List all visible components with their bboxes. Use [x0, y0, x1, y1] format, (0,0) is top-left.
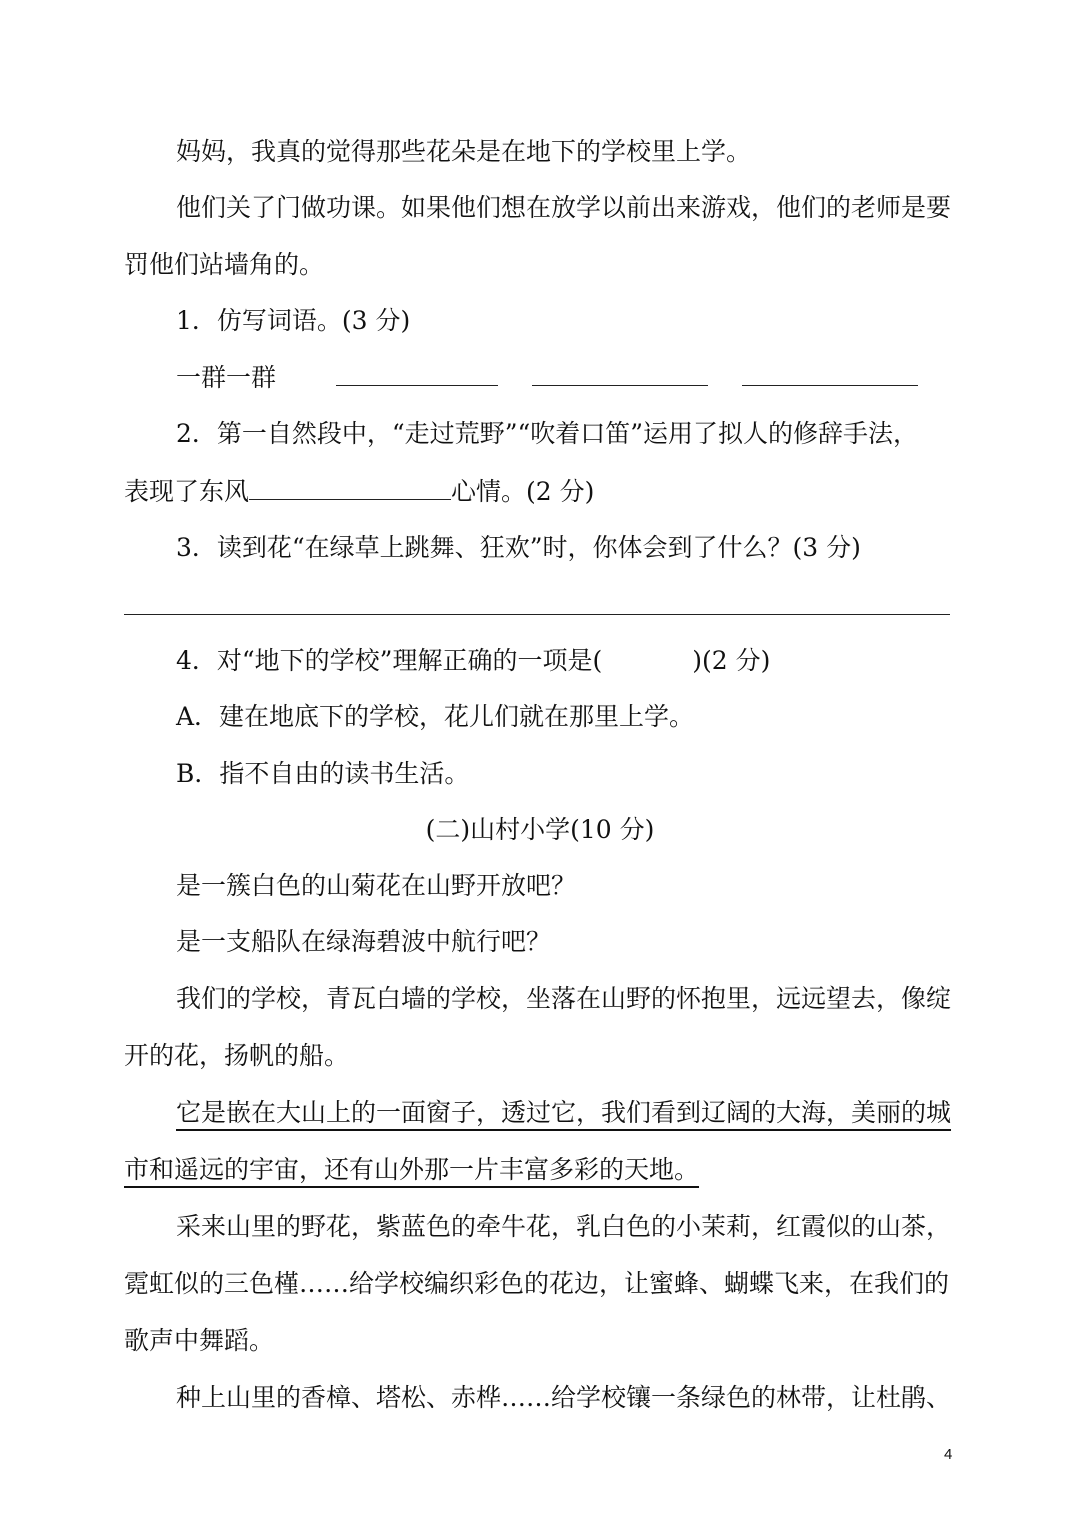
paragraph-school-1: 我们的学校，青瓦白墙的学校，坐落在山野的怀抱里，远远望去，像绽 — [176, 984, 952, 1013]
paragraph-trees-1: 种上山里的香樟、塔松、赤桦……给学校镶一条绿色的林带，让杜鹃、 — [176, 1383, 952, 1412]
option-b: B．指不自由的读书生活。 — [176, 759, 470, 788]
answer-line-q3[interactable] — [124, 614, 950, 615]
paragraph-flowers-3: 歌声中舞蹈。 — [124, 1326, 275, 1355]
question-2-prefix: 表现了东风 — [124, 477, 250, 506]
answer-blank-mood[interactable] — [249, 475, 451, 500]
question-4 — [176, 645, 959, 677]
underlined-sentence-2: 市和遥远的宇宙，还有山外那一片丰富多彩的天地。 — [124, 1155, 700, 1184]
answer-blank-3[interactable] — [742, 361, 918, 386]
answer-blank-2[interactable] — [532, 361, 708, 386]
question-4-prefix: 4．对“地下的学校”理解正确的一项是( — [176, 646, 603, 675]
paragraph-flowers-2: 霓虹似的三色槿……给学校编织彩色的花边，让蜜蜂、蝴蝶飞来，在我们的 — [124, 1269, 950, 1298]
underlined-sentence-1: 它是嵌在大山上的一面窗子，透过它，我们看到辽阔的大海，美丽的城 — [176, 1098, 952, 1127]
paragraph-school-2: 开的花，扬帆的船。 — [124, 1041, 350, 1070]
section-title: (二)山村小学(10 分) — [425, 815, 655, 844]
question-4-suffix: )(2 分) — [692, 646, 771, 675]
paragraph-mom: 妈妈，我真的觉得那些花朵是在地下的学校里上学。 — [176, 137, 752, 166]
paragraph-homework-2: 罚他们站墙角的。 — [124, 250, 325, 279]
page-number: 4 — [944, 1446, 953, 1463]
paragraph-flowers-1: 采来山里的野花，紫蓝色的牵牛花，乳白色的小茉莉，红霞似的山茶， — [176, 1212, 952, 1241]
example-phrase: 一群一群 — [176, 363, 277, 392]
answer-blank-1[interactable] — [336, 361, 498, 386]
question-2-suffix: 心情。(2 分) — [451, 477, 595, 506]
poem-line-1: 是一簇白色的山菊花在山野开放吧？ — [176, 871, 577, 900]
question-2-line-2 — [124, 475, 959, 508]
paragraph-homework-1: 他们关了门做功课。如果他们想在放学以前出来游戏，他们的老师是要 — [176, 193, 952, 222]
question-3: 3．读到花“在绿草上跳舞、狂欢”时，你体会到了什么？(3 分) — [176, 533, 861, 562]
question-1-answer-row — [176, 361, 959, 394]
question-2-line-1: 2．第一自然段中，“走过荒野”“吹着口笛”运用了拟人的修辞手法， — [176, 419, 919, 448]
question-1: 1．仿写词语。(3 分) — [176, 306, 411, 335]
poem-line-2: 是一支船队在绿海碧波中航行吧？ — [176, 927, 552, 956]
option-a: A．建在地底下的学校，花儿们就在那里上学。 — [176, 702, 695, 731]
